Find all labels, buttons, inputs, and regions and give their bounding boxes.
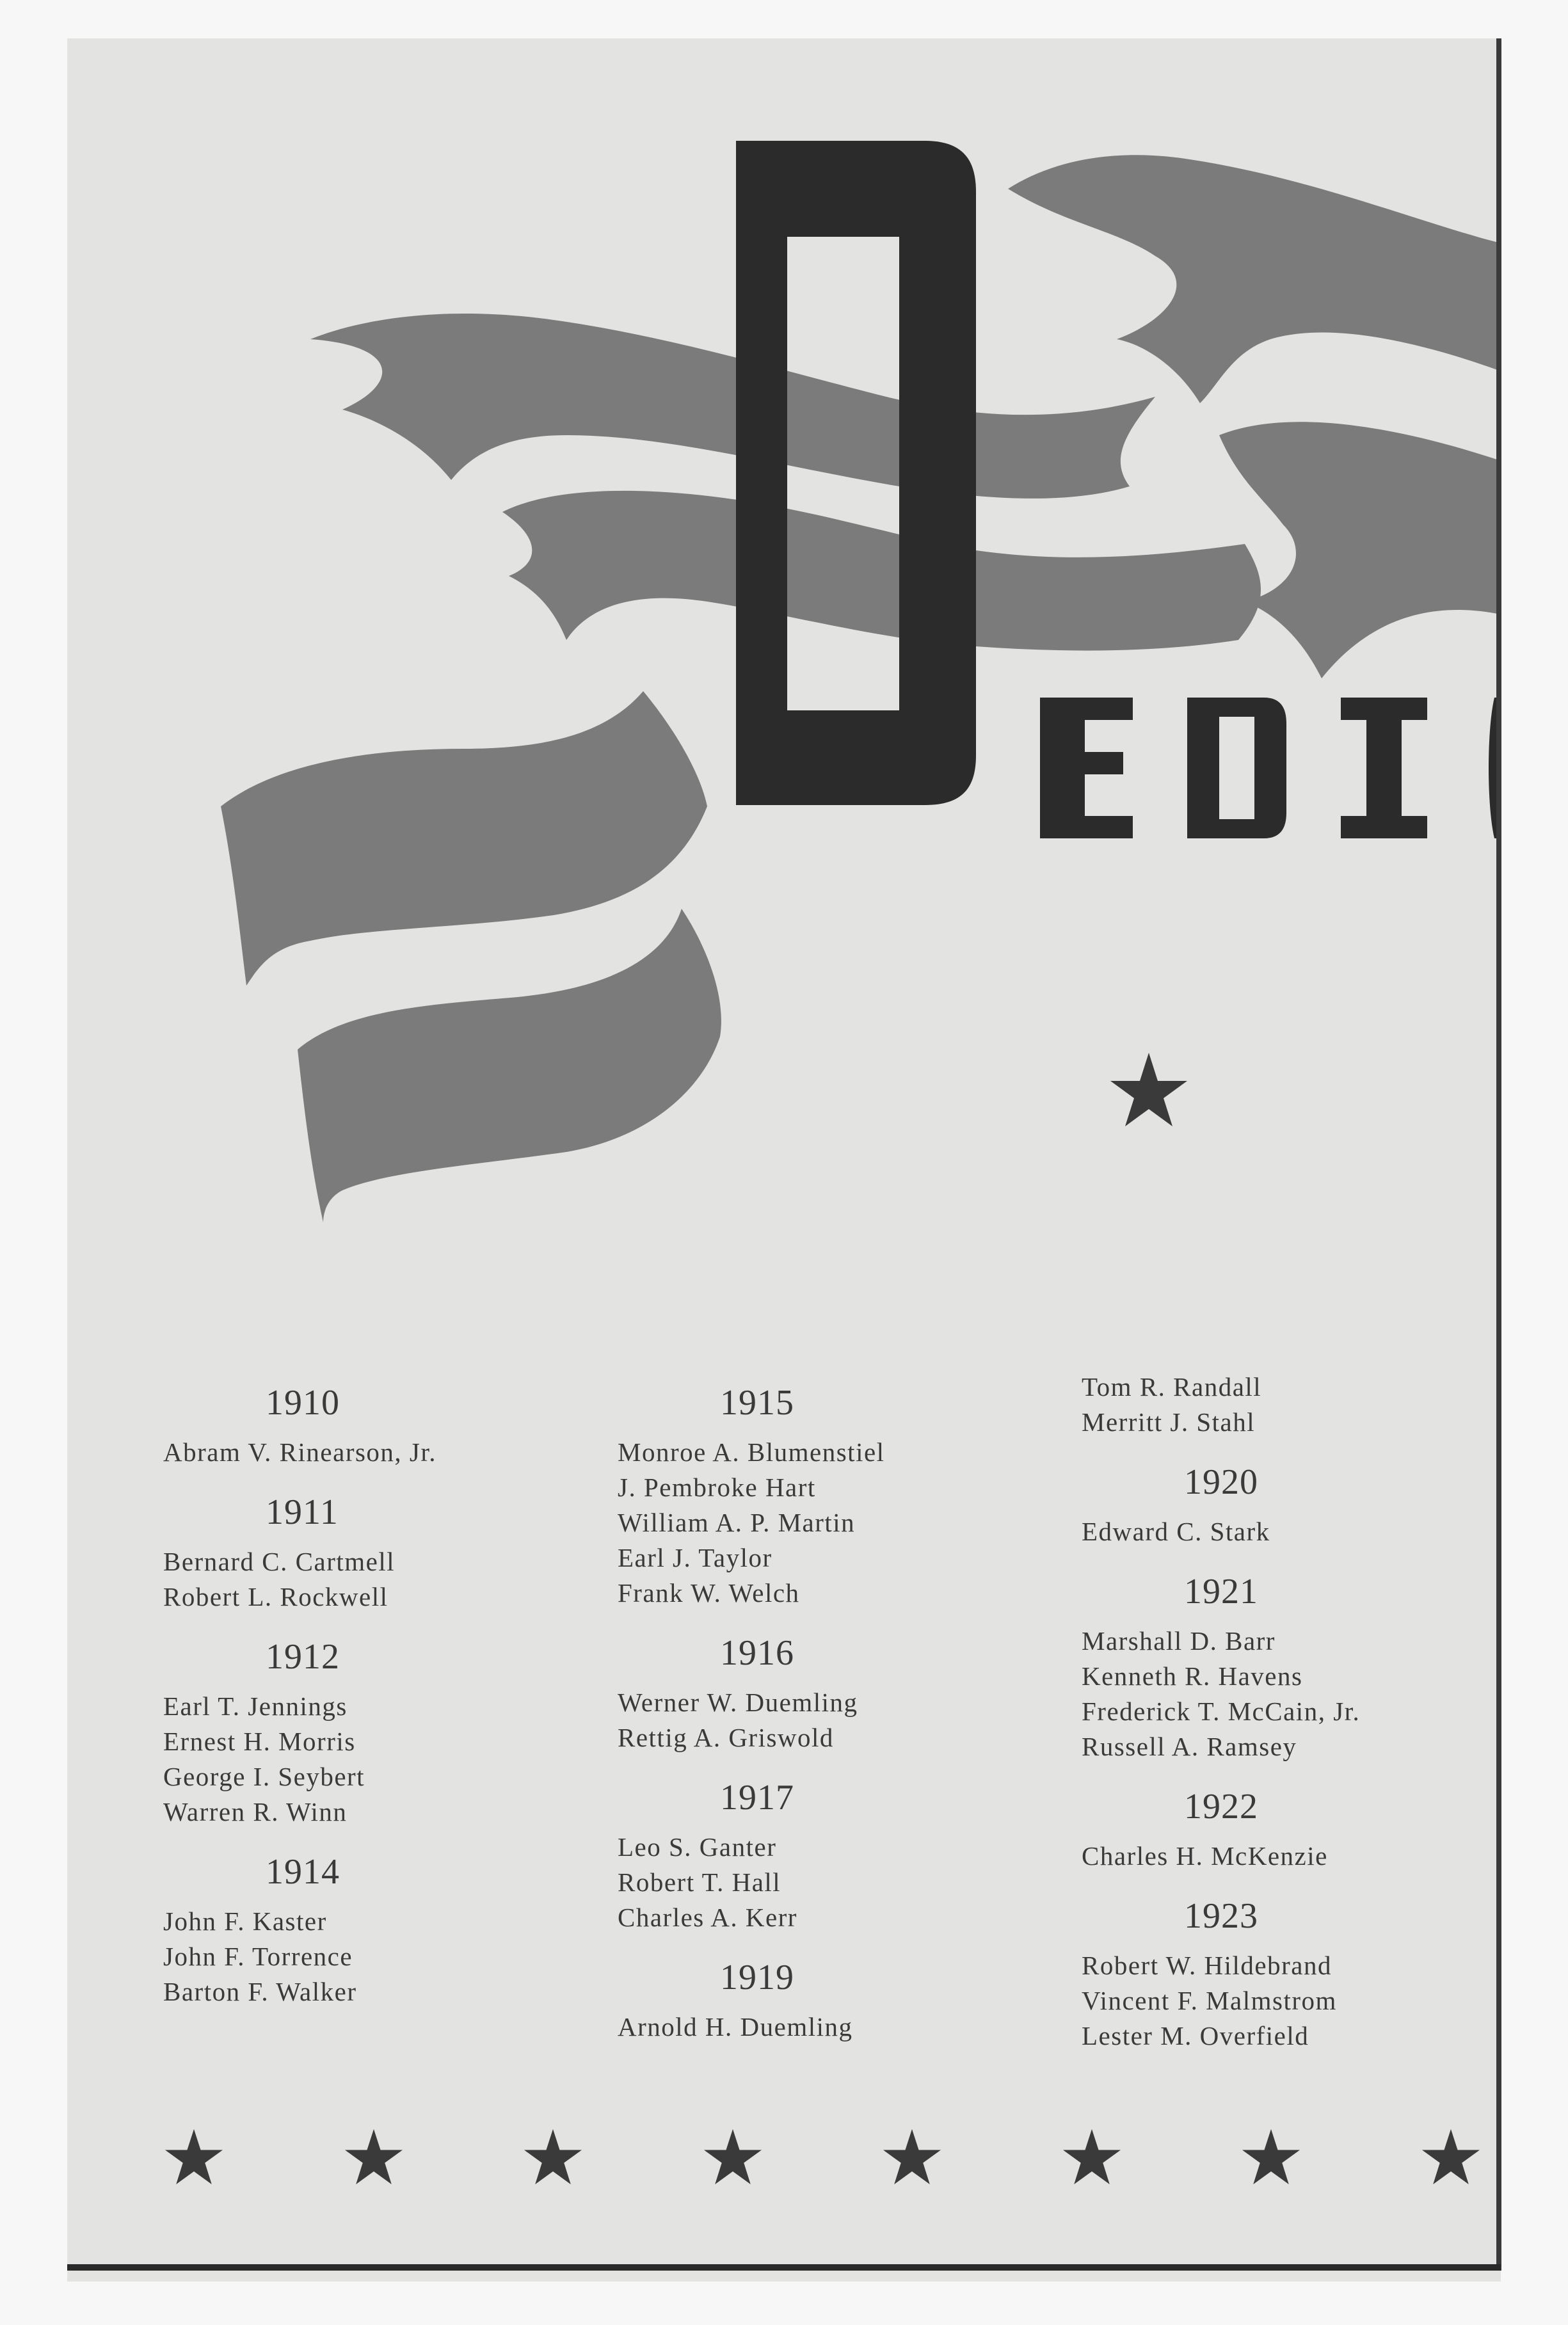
member-name: Bernard C. Cartmell <box>163 1547 396 1576</box>
class-year: 1917 <box>720 1778 794 1818</box>
member-name: Earl T. Jennings <box>163 1691 348 1721</box>
member-name: Ernest H. Morris <box>163 1727 356 1756</box>
member-name: Arnold H. Duemling <box>618 2012 853 2041</box>
member-name: Werner W. Duemling <box>618 1688 858 1717</box>
heading-letter-i <box>1341 698 1427 838</box>
member-name: Vincent F. Malmstrom <box>1082 1986 1337 2015</box>
star-icon <box>1420 2128 1482 2187</box>
year-group <box>1082 1786 1501 1874</box>
class-year: 1922 <box>1184 1787 1258 1826</box>
year-group <box>163 1851 611 2009</box>
class-year: 1914 <box>266 1852 340 1892</box>
star-icon <box>702 2128 764 2187</box>
dedication-page <box>67 38 1501 2281</box>
star-icon <box>881 2128 943 2187</box>
member-name: Frederick T. McCain, Jr. <box>1082 1697 1361 1726</box>
class-year: 1919 <box>720 1958 794 1997</box>
member-name: J. Pembroke Hart <box>618 1473 816 1502</box>
ribbon-second <box>502 491 1261 651</box>
year-group <box>1082 1462 1501 1549</box>
star-icon <box>163 2128 225 2187</box>
star-icon <box>1061 2128 1123 2187</box>
flag-ribbons <box>221 155 1501 1222</box>
ribbon-top <box>1008 155 1501 403</box>
member-name: Lester M. Overfield <box>1082 2021 1309 2050</box>
member-name: Russell A. Ramsey <box>1082 1732 1297 1761</box>
ribbon-lower-left <box>221 691 707 986</box>
class-year: 1912 <box>266 1637 340 1677</box>
member-name: William A. P. Martin <box>618 1508 856 1537</box>
member-name: Earl J. Taylor <box>618 1543 772 1572</box>
member-name: Kenneth R. Havens <box>1082 1661 1303 1691</box>
class-year: 1923 <box>1184 1896 1258 1936</box>
member-name: Leo S. Ganter <box>618 1832 777 1862</box>
member-name: George I. Seybert <box>163 1762 365 1791</box>
member-name: Robert T. Hall <box>618 1867 781 1897</box>
year-group <box>618 1633 1066 1755</box>
member-name: Rettig A. Griswold <box>618 1723 834 1752</box>
member-name: Charles A. Kerr <box>618 1903 797 1932</box>
names-column-3 <box>1082 1370 1501 2075</box>
member-name: Abram V. Rinearson, Jr. <box>163 1437 437 1467</box>
class-year: 1910 <box>266 1383 340 1423</box>
class-year: 1916 <box>720 1633 794 1673</box>
bottom-stars-row <box>163 2128 1482 2187</box>
class-year: 1921 <box>1184 1572 1258 1611</box>
member-name: John F. Torrence <box>163 1942 353 1971</box>
year-group <box>163 1492 611 1615</box>
member-name: Barton F. Walker <box>163 1977 357 2006</box>
ribbon-middle <box>310 314 1155 499</box>
member-name: Tom R. Randall <box>1082 1372 1262 1402</box>
names-column-2 <box>618 1382 1066 2066</box>
ribbon-bottom <box>298 909 721 1222</box>
star-icon <box>1240 2128 1302 2187</box>
member-name: Robert L. Rockwell <box>163 1582 388 1611</box>
member-name: Charles H. McKenzie <box>1082 1841 1328 1871</box>
year-group <box>618 1382 1066 1611</box>
year-group <box>1082 1896 1501 2054</box>
member-name: Warren R. Winn <box>163 1797 348 1826</box>
year-group <box>163 1382 611 1470</box>
class-year: 1915 <box>720 1383 794 1423</box>
member-name: Frank W. Welch <box>618 1578 800 1608</box>
ribbon-right-lower <box>1219 422 1501 678</box>
member-name: John F. Kaster <box>163 1906 327 1936</box>
year-group <box>618 1777 1066 1935</box>
page-edge-shadow <box>1496 38 1501 2271</box>
member-name: Robert W. Hildebrand <box>1082 1951 1332 1980</box>
ribbon-banner-art <box>67 38 1501 1382</box>
heading-letter-d-small <box>1187 698 1286 838</box>
member-name: Monroe A. Blumenstiel <box>618 1437 885 1467</box>
bottom-rule <box>67 2264 1501 2271</box>
class-year: 1911 <box>266 1492 339 1532</box>
member-name: Marshall D. Barr <box>1082 1626 1276 1656</box>
class-year: 1920 <box>1184 1462 1258 1502</box>
year-group <box>1082 1571 1501 1764</box>
year-group <box>618 1957 1066 2045</box>
member-name: Edward C. Stark <box>1082 1517 1270 1546</box>
star-icon <box>343 2128 404 2187</box>
year-group <box>163 1636 611 1830</box>
names-column-1 <box>163 1382 611 2031</box>
year-group <box>1082 1370 1501 1440</box>
member-name: Merritt J. Stahl <box>1082 1407 1256 1437</box>
star-icon <box>1110 1053 1187 1126</box>
star-icon <box>522 2128 584 2187</box>
heading-letter-e <box>1040 698 1133 838</box>
